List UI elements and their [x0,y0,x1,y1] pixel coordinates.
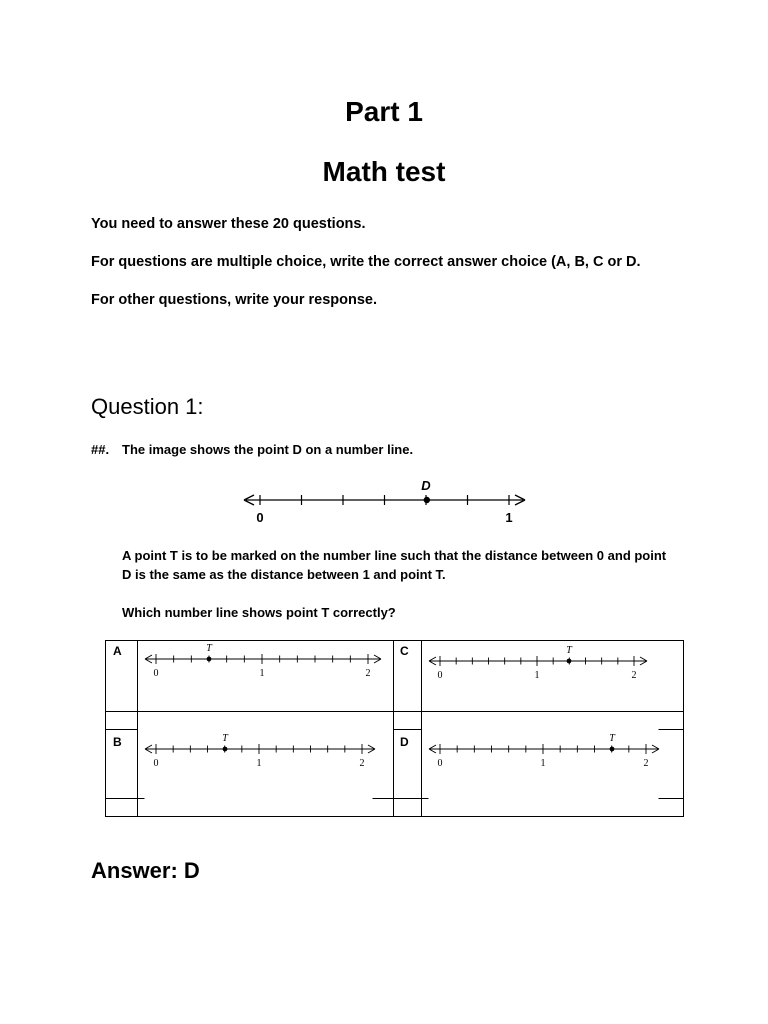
tick-label-2: 2 [643,758,649,769]
tick-label-1: 1 [259,668,265,679]
question-prompt: The image shows the point D on a number line. [122,442,414,457]
tick-label-0: 0 [437,758,443,769]
number-line [244,495,525,505]
tick-label-0: 0 [437,670,443,681]
point-t-label: T [206,643,212,654]
point-label: D [421,478,431,493]
options-table [104,639,686,819]
tick-label-2: 2 [365,668,371,679]
point-t-label: T [222,733,228,744]
number-line-figure [240,474,530,530]
point-d-marker [424,497,430,503]
point-t-marker [610,747,615,752]
tick-label-1: 1 [534,670,540,681]
test-title: Math test [322,156,446,187]
instruction-line-3: For other questions, write your response. [91,292,378,308]
option-d-number-line[interactable] [429,733,659,769]
question-heading: Question 1: [91,394,204,419]
tick-label-2: 2 [631,670,637,681]
answer-text: Answer: D [91,858,200,883]
point-t-marker [567,659,572,664]
table-grid [106,641,684,817]
point-t-marker [223,747,228,752]
option-a-number-line[interactable] [145,643,381,679]
tick-label-1: 1 [505,510,513,525]
option-c-letter: C [400,644,409,658]
option-b-letter: B [113,735,122,749]
question-ask: Which number line shows point T correctly? [122,605,396,620]
question-body-line-1: A point T is to be marked on the number line such that the distance between 0 and point [122,548,667,563]
option-c-number-line[interactable] [429,645,647,681]
question-body-line-2: D is the same as the distance between 1 and point T. [122,567,446,582]
tick-label-2: 2 [359,758,365,769]
point-t-label: T [566,645,572,656]
tick-label-1: 1 [256,758,262,769]
question-number-marker: ##. [91,442,110,457]
tick-label-0: 0 [153,758,159,769]
option-d-letter: D [400,735,409,749]
part-title: Part 1 [345,96,423,127]
point-t-marker [207,657,212,662]
tick-label-0: 0 [153,668,159,679]
instruction-line-2: For questions are multiple choice, write the correct answer choice (A, B, C or D. [91,254,641,270]
tick-label-1: 1 [540,758,546,769]
option-a-letter: A [113,644,122,658]
option-b-number-line[interactable] [145,733,375,769]
tick-label-0: 0 [256,510,264,525]
instruction-line-1: You need to answer these 20 questions. [91,216,366,232]
point-t-label: T [609,733,615,744]
